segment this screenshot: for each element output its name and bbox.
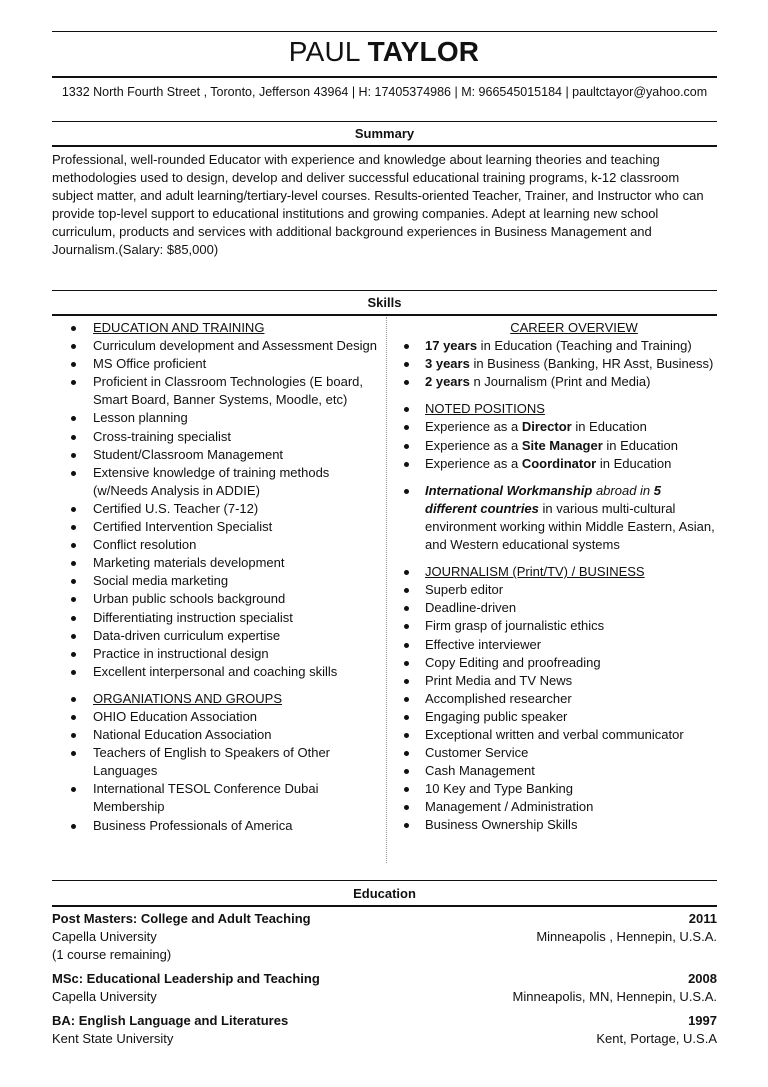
summary-heading: Summary [354, 126, 415, 141]
summary-line: curriculum, products and services with additional background experiences in Business Management and [52, 224, 652, 239]
list-item: Print Media and TV News [393, 672, 723, 690]
summary-top-rule [52, 121, 717, 122]
summary-line: Professional, well-rounded Educator with experience and knowledge about learning theories and teaching [52, 152, 660, 167]
list-item: 3 years in Business (Banking, HR Asst, Business) [393, 355, 723, 373]
list-item: Certified U.S. Teacher (7-12) [56, 500, 386, 518]
list-item: MS Office proficient [56, 355, 386, 373]
list-item: Deadline-driven [393, 599, 723, 617]
skills-top-rule [52, 290, 717, 291]
list-item: Cross-training specialist [56, 428, 386, 446]
skills-right-column [393, 319, 723, 835]
summary-line: methodologies used to design, develop and deliver successful educational training programs, k-12 classroom [52, 170, 680, 185]
degree-note: (1 course remaining) [52, 947, 172, 962]
degree-title: MSc: Educational Leadership and Teaching [52, 971, 320, 986]
summary-bottom-rule [52, 145, 717, 147]
list-item: 2 years n Journalism (Print and Media) [393, 373, 723, 391]
list-item: National Education Association [56, 726, 386, 744]
list-item: Business Professionals of America [56, 817, 386, 835]
degree-title: BA: English Language and Literatures [52, 1013, 289, 1028]
education-training-list [56, 319, 386, 835]
list-item: Engaging public speaker [393, 708, 723, 726]
list-item: Proficient in Classroom Technologies (E board, Smart Board, Banner Systems, Moodle, etc) [56, 373, 386, 409]
education-heading: Education [353, 886, 416, 901]
list-item: Excellent interpersonal and coaching skills [56, 663, 386, 681]
list-item: Practice in instructional design [56, 645, 386, 663]
list-heading: NOTED POSITIONS [393, 400, 723, 418]
list-item: Curriculum development and Assessment Design [56, 337, 386, 355]
list-item: Marketing materials development [56, 554, 386, 572]
career-list [393, 319, 723, 835]
list-item: Management / Administration [393, 798, 723, 816]
list-item: Effective interviewer [393, 636, 723, 654]
contact-line: 1332 North Fourth Street , Toronto, Jefferson 43964 | H: 17405374986 | M: 966545015184 | paultctayor@yahoo.com [61, 85, 708, 99]
list-item: International TESOL Conference Dubai Membership [56, 780, 386, 816]
list-heading: CAREER OVERVIEW [510, 320, 638, 335]
education-bottom-rule [52, 905, 717, 907]
list-item: OHIO Education Association [56, 708, 386, 726]
name-rule [52, 76, 717, 78]
summary-line: subject matter, and adult learning/tertiary-level courses. Results-oriented Teacher, Trainer, and Instructor who can [52, 188, 704, 203]
list-item: Firm grasp of journalistic ethics [393, 617, 723, 635]
list-item: Data-driven curriculum expertise [56, 627, 386, 645]
list-heading: JOURNALISM (Print/TV) / BUSINESS [393, 563, 723, 581]
skills-heading: Skills [367, 295, 402, 310]
list-item: Conflict resolution [56, 536, 386, 554]
education-entry [52, 1012, 717, 1048]
list-item: Social media marketing [56, 572, 386, 590]
school-name: Capella University [52, 989, 157, 1004]
list-item: Lesson planning [56, 409, 386, 427]
education-entry [52, 910, 717, 964]
summary-line: Journalism.(Salary: $85,000) [52, 242, 219, 257]
list-item: Accomplished researcher [393, 690, 723, 708]
school-location: Minneapolis , Hennepin, U.S.A. [536, 929, 717, 944]
list-item: Experience as a Director in Education [393, 418, 723, 436]
list-item-international: International Workmanship abroad in 5 different countries in various multi-cultural environment working within Middle Eastern, Asian, and Western educational systems [393, 482, 723, 554]
skills-column-divider [386, 317, 387, 863]
degree-year: 1997 [688, 1013, 717, 1028]
skills-bottom-rule [52, 314, 717, 316]
list-item: Experience as a Site Manager in Education [393, 437, 723, 455]
school-name: Capella University [52, 929, 157, 944]
candidate-name [0, 36, 768, 68]
education-top-rule [52, 880, 717, 881]
list-item: Cash Management [393, 762, 723, 780]
summary-text [52, 151, 717, 259]
list-item: Exceptional written and verbal communicator [393, 726, 723, 744]
skills-left-column [56, 319, 386, 835]
degree-title: Post Masters: College and Adult Teaching [52, 911, 311, 926]
list-item: 17 years in Education (Teaching and Training) [393, 337, 723, 355]
top-rule [52, 31, 717, 32]
education-entry [52, 970, 717, 1006]
list-heading: EDUCATION AND TRAINING [56, 319, 386, 337]
school-location: Kent, Portage, U.S.A [596, 1031, 717, 1046]
list-item: Teachers of English to Speakers of Other Languages [56, 744, 386, 780]
list-item: 10 Key and Type Banking [393, 780, 723, 798]
summary-line: provide top-level support to educational institutions and growing companies. Adept at learning new school [52, 206, 659, 221]
school-name: Kent State University [52, 1031, 174, 1046]
last-name: TAYLOR [367, 36, 480, 67]
list-item: Experience as a Coordinator in Education [393, 455, 723, 473]
list-item: Customer Service [393, 744, 723, 762]
list-item: Differentiating instruction specialist [56, 609, 386, 627]
list-item: Certified Intervention Specialist [56, 518, 386, 536]
degree-year: 2008 [688, 971, 717, 986]
list-item: Superb editor [393, 581, 723, 599]
list-item: Urban public schools background [56, 590, 386, 608]
list-item: Student/Classroom Management [56, 446, 386, 464]
list-item: Business Ownership Skills [393, 816, 723, 834]
list-item: Extensive knowledge of training methods (w/Needs Analysis in ADDIE) [56, 464, 386, 500]
list-item: Copy Editing and proofreading [393, 654, 723, 672]
school-location: Minneapolis, MN, Hennepin, U.S.A. [512, 989, 717, 1004]
list-heading: ORGANIATIONS AND GROUPS [56, 690, 386, 708]
degree-year: 2011 [688, 911, 717, 926]
first-name: PAUL [288, 36, 360, 67]
